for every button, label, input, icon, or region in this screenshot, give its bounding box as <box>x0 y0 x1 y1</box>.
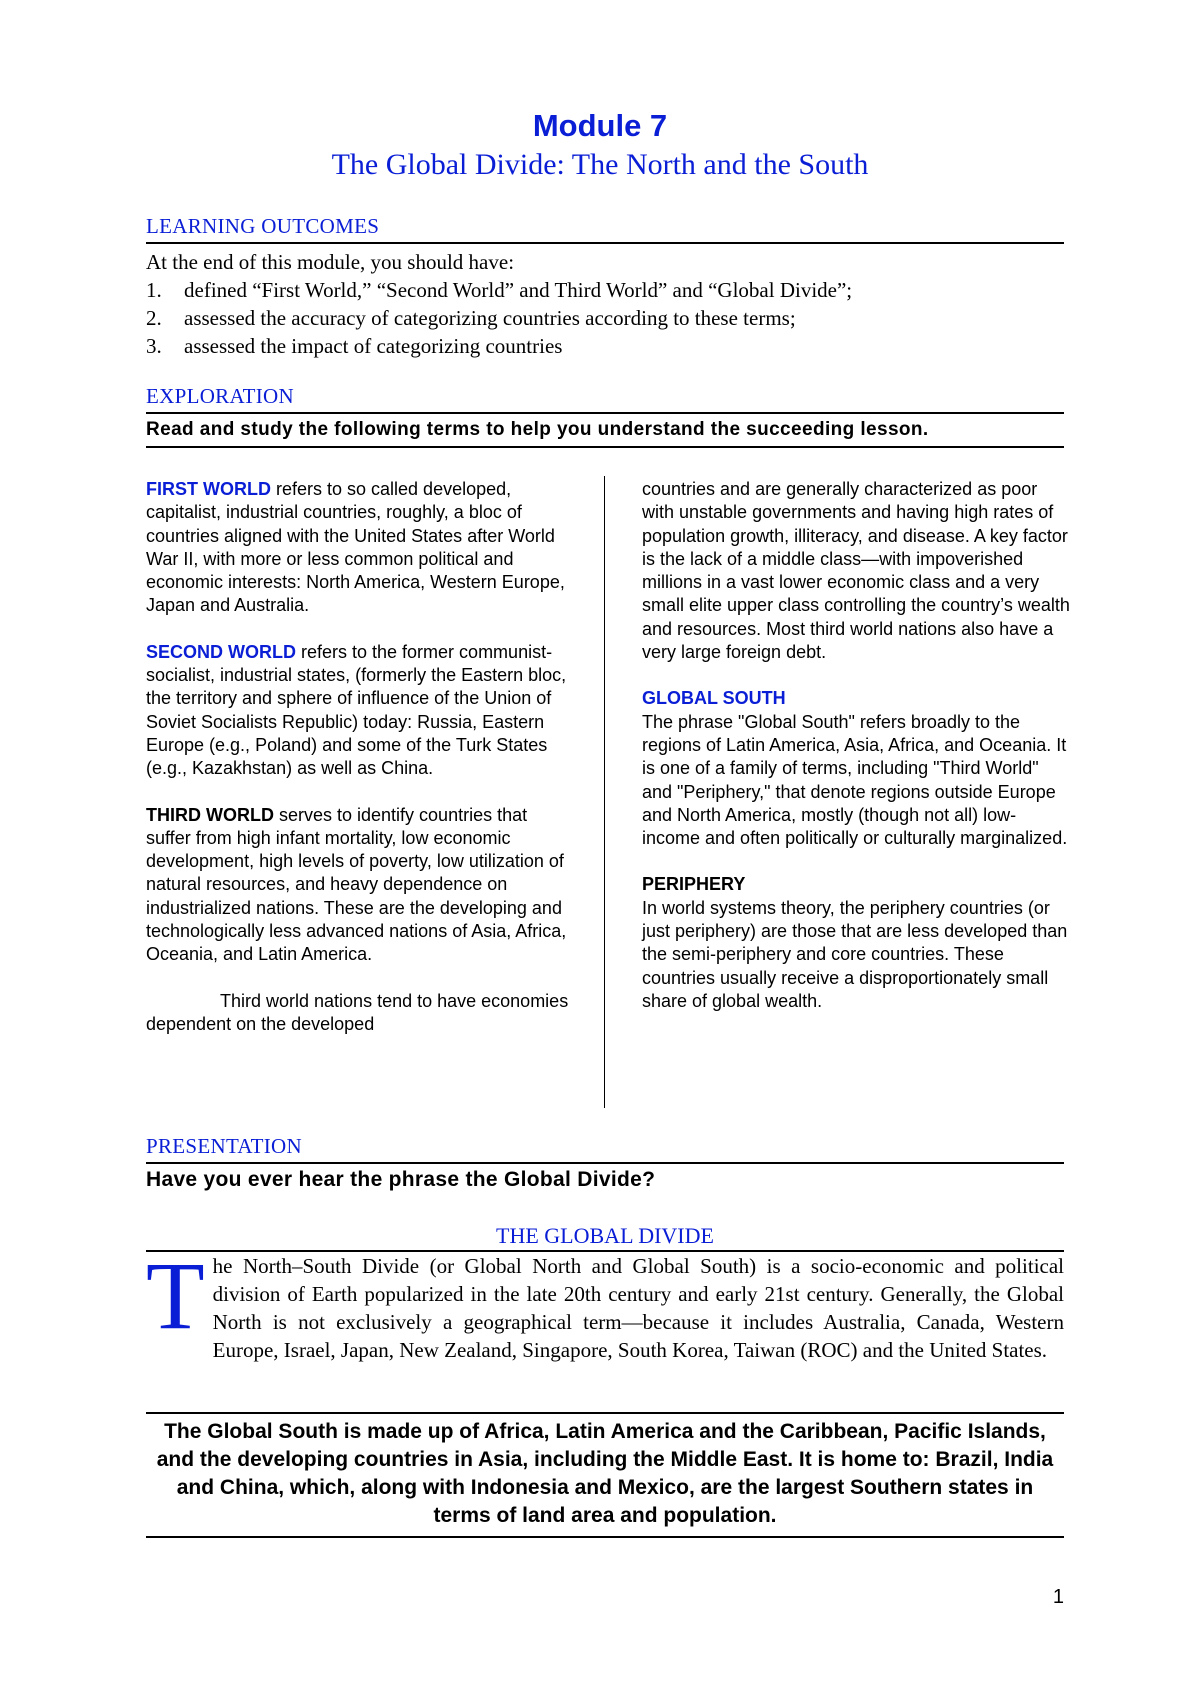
periphery-text: In world systems theory, the periphery countries (or just periphery) are those that are less developed than the semi-periphery and core countries. These countries usually receive a disproportionately small share of global wealth. <box>642 897 1068 1011</box>
learning-outcomes-block <box>146 248 1064 360</box>
outcome-number: 1. <box>146 278 162 302</box>
exploration-right-column <box>642 478 1072 1036</box>
global-south-term: GLOBAL SOUTH <box>642 688 786 709</box>
section-rule <box>146 242 1064 244</box>
first-world-term: FIRST WORLD <box>146 479 271 499</box>
exploration-heading: EXPLORATION <box>146 384 294 408</box>
section-rule <box>146 412 1064 414</box>
exploration-instruction: Read and study the following terms to help you understand the succeeding lesson. <box>146 419 929 440</box>
second-world-text: refers to the former communist-socialist, industrial states, (formerly the Eastern bloc, the territory and sphere of influence of the Union of Soviet Socialists Republic) today: Russia, Eastern Europe (e.g., Poland) and some of the Turk States (e.g., Kazakhstan) as well as China. <box>146 641 567 779</box>
presentation-question: Have you ever hear the phrase the Global Divide? <box>146 1168 656 1191</box>
outcomes-list <box>146 276 1064 360</box>
module-title: Module 7 <box>532 108 668 143</box>
section-rule <box>146 1412 1064 1414</box>
global-divide-title: THE GLOBAL DIVIDE <box>496 1223 714 1248</box>
global-south-definition <box>642 687 1072 850</box>
column-divider <box>604 476 605 1108</box>
presentation-heading: PRESENTATION <box>146 1134 302 1158</box>
drop-cap: T <box>146 1242 205 1349</box>
section-rule <box>146 1536 1064 1538</box>
third-world-continuation <box>146 990 576 1037</box>
periphery-term: PERIPHERY <box>642 874 746 895</box>
third-world-term: THIRD WORLD <box>146 804 274 825</box>
outcome-number: 3. <box>146 334 162 358</box>
first-world-definition <box>146 478 576 618</box>
module-subtitle: The Global Divide: The North and the South <box>331 148 869 181</box>
outcomes-intro: At the end of this module, you should have: <box>146 250 515 274</box>
first-world-text: refers to so called developed, capitalist, industrial countries, roughly, a bloc of countries aligned with the United States after World War II, with more or less common political and economic interests: North America, Western Europe, Japan and Australia. <box>146 479 565 616</box>
second-world-definition <box>146 641 576 781</box>
second-world-term: SECOND WORLD <box>146 641 296 662</box>
outcome-item <box>146 304 1064 332</box>
third-world-text: serves to identify countries that suffer from high infant mortality, low economic development, high levels of poverty, low utilization of natural resources, and heavy dependence on industrialized nations. These are the developing and technologically less advanced nations of Asia, Africa, Oceania, and Latin America. <box>146 804 567 965</box>
outcome-number: 2. <box>146 306 162 330</box>
outcome-text: defined “First World,” “Second World” and Third World” and “Global Divide”; <box>184 278 853 302</box>
global-south-text: The phrase "Global South" refers broadly to the regions of Latin America, Asia, Africa, and Oceania. It is one of a family of terms, including "Third World" and "Periphery," that denote regions outside Europe and North America, mostly (though not all) low-income and often politically or culturally marginalized. <box>642 711 1068 849</box>
section-rule <box>146 1162 1064 1164</box>
third-world-definition <box>146 804 576 967</box>
global-south-highlight: The Global South is made up of Africa, Latin America and the Caribbean, Pacific Islands, and the developing countries in Asia, including the Middle East. It is home to: Brazil, India and China, which, along with Indonesia and Mexico, are the largest Southern states in terms of land area and population. <box>156 1420 1054 1527</box>
page-number: 1 <box>1052 1586 1064 1608</box>
outcome-text: assessed the accuracy of categorizing countries according to these terms; <box>184 306 796 330</box>
third-world-continuation-text: Third world nations tend to have economies dependent on the developed <box>146 990 569 1034</box>
exploration-left-column <box>146 478 576 1059</box>
global-divide-paragraph <box>146 1242 1064 1364</box>
global-divide-text: he North–South Divide (or Global North and Global South) is a socio-economic and political division of Earth popularized in the late 20th century and early 21st century. Generally, the Global North is not exclusively a geographical term—because it includes Australia, Canada, Western Europe, Israel, Japan, New Zealand, Singapore, South Korea, Taiwan (ROC) and the United States. <box>212 1254 1064 1362</box>
outcome-item <box>146 332 1064 360</box>
outcome-text: assessed the impact of categorizing countries <box>184 334 563 358</box>
periphery-definition <box>642 873 1072 1013</box>
section-rule <box>146 446 1064 448</box>
learning-outcomes-heading: LEARNING OUTCOMES <box>146 214 380 238</box>
third-world-continuation-right: countries and are generally characterized as poor with unstable governments and having high rates of population growth, illiteracy, and disease. A key factor is the lack of a middle class—with impoverished millions in a vast lower economic class and a very small elite upper class controlling the country’s wealth and resources. Most third world nations also have a very large foreign debt. <box>642 479 1070 663</box>
outcome-item <box>146 276 1064 304</box>
